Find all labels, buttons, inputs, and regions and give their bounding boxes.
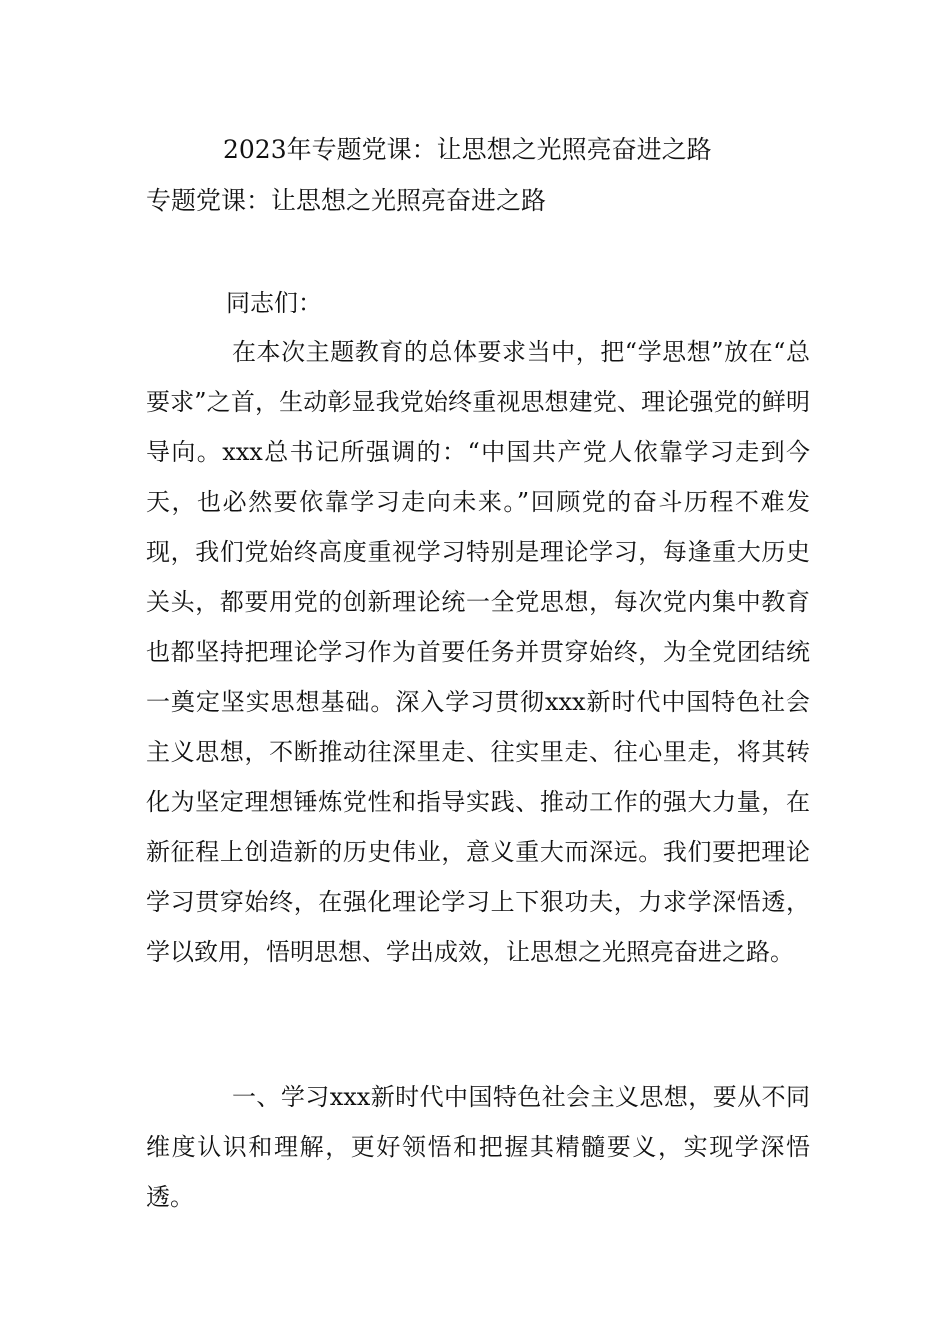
document-subtitle: 专题党课：让思想之光照亮奋进之路 xyxy=(146,186,547,215)
body-paragraph-intro: 在本次主题教育的总体要求当中，把“学思想”放在“总要求”之首，生动彰显我党始终重视思想建党、理论强党的鲜明导向。xxx总书记所强调的：“中国共产党人依靠学习走到今天，也必然要依靠学习走向未来。”回顾党的奋斗历程不难发现，我们党始终高度重视学习特别是理论学习，每逢重大历史关头，都要用党的创新理论统一全党思想，每次党内集中教育也都坚持把理论学习作为首要任务并贯穿始终，为全党团结统一奠定坚实思想基础。深入学习贯彻xxx新时代中国特色社会主义思想，不断推动往深里走、往实里走、往心里走，将其转化为坚定理想锤炼党性和指导实践、推动工作的强大力量，在新征程上创造新的历史伟业，意义重大而深远。我们要把理论学习贯穿始终，在强化理论学习上下狠功夫，力求学深悟透，学以致用，悟明思想、学出成效，让思想之光照亮奋进之路。 xyxy=(146,338,810,966)
salutation: 同志们： xyxy=(226,289,322,317)
section-heading-one: 一、学习xxx新时代中国特色社会主义思想，要从不同维度认识和理解，更好领悟和把握其精髓要义，实现学深悟透。 xyxy=(146,1083,810,1211)
document-title: 2023年专题党课：让思想之光照亮奋进之路 xyxy=(223,135,712,164)
